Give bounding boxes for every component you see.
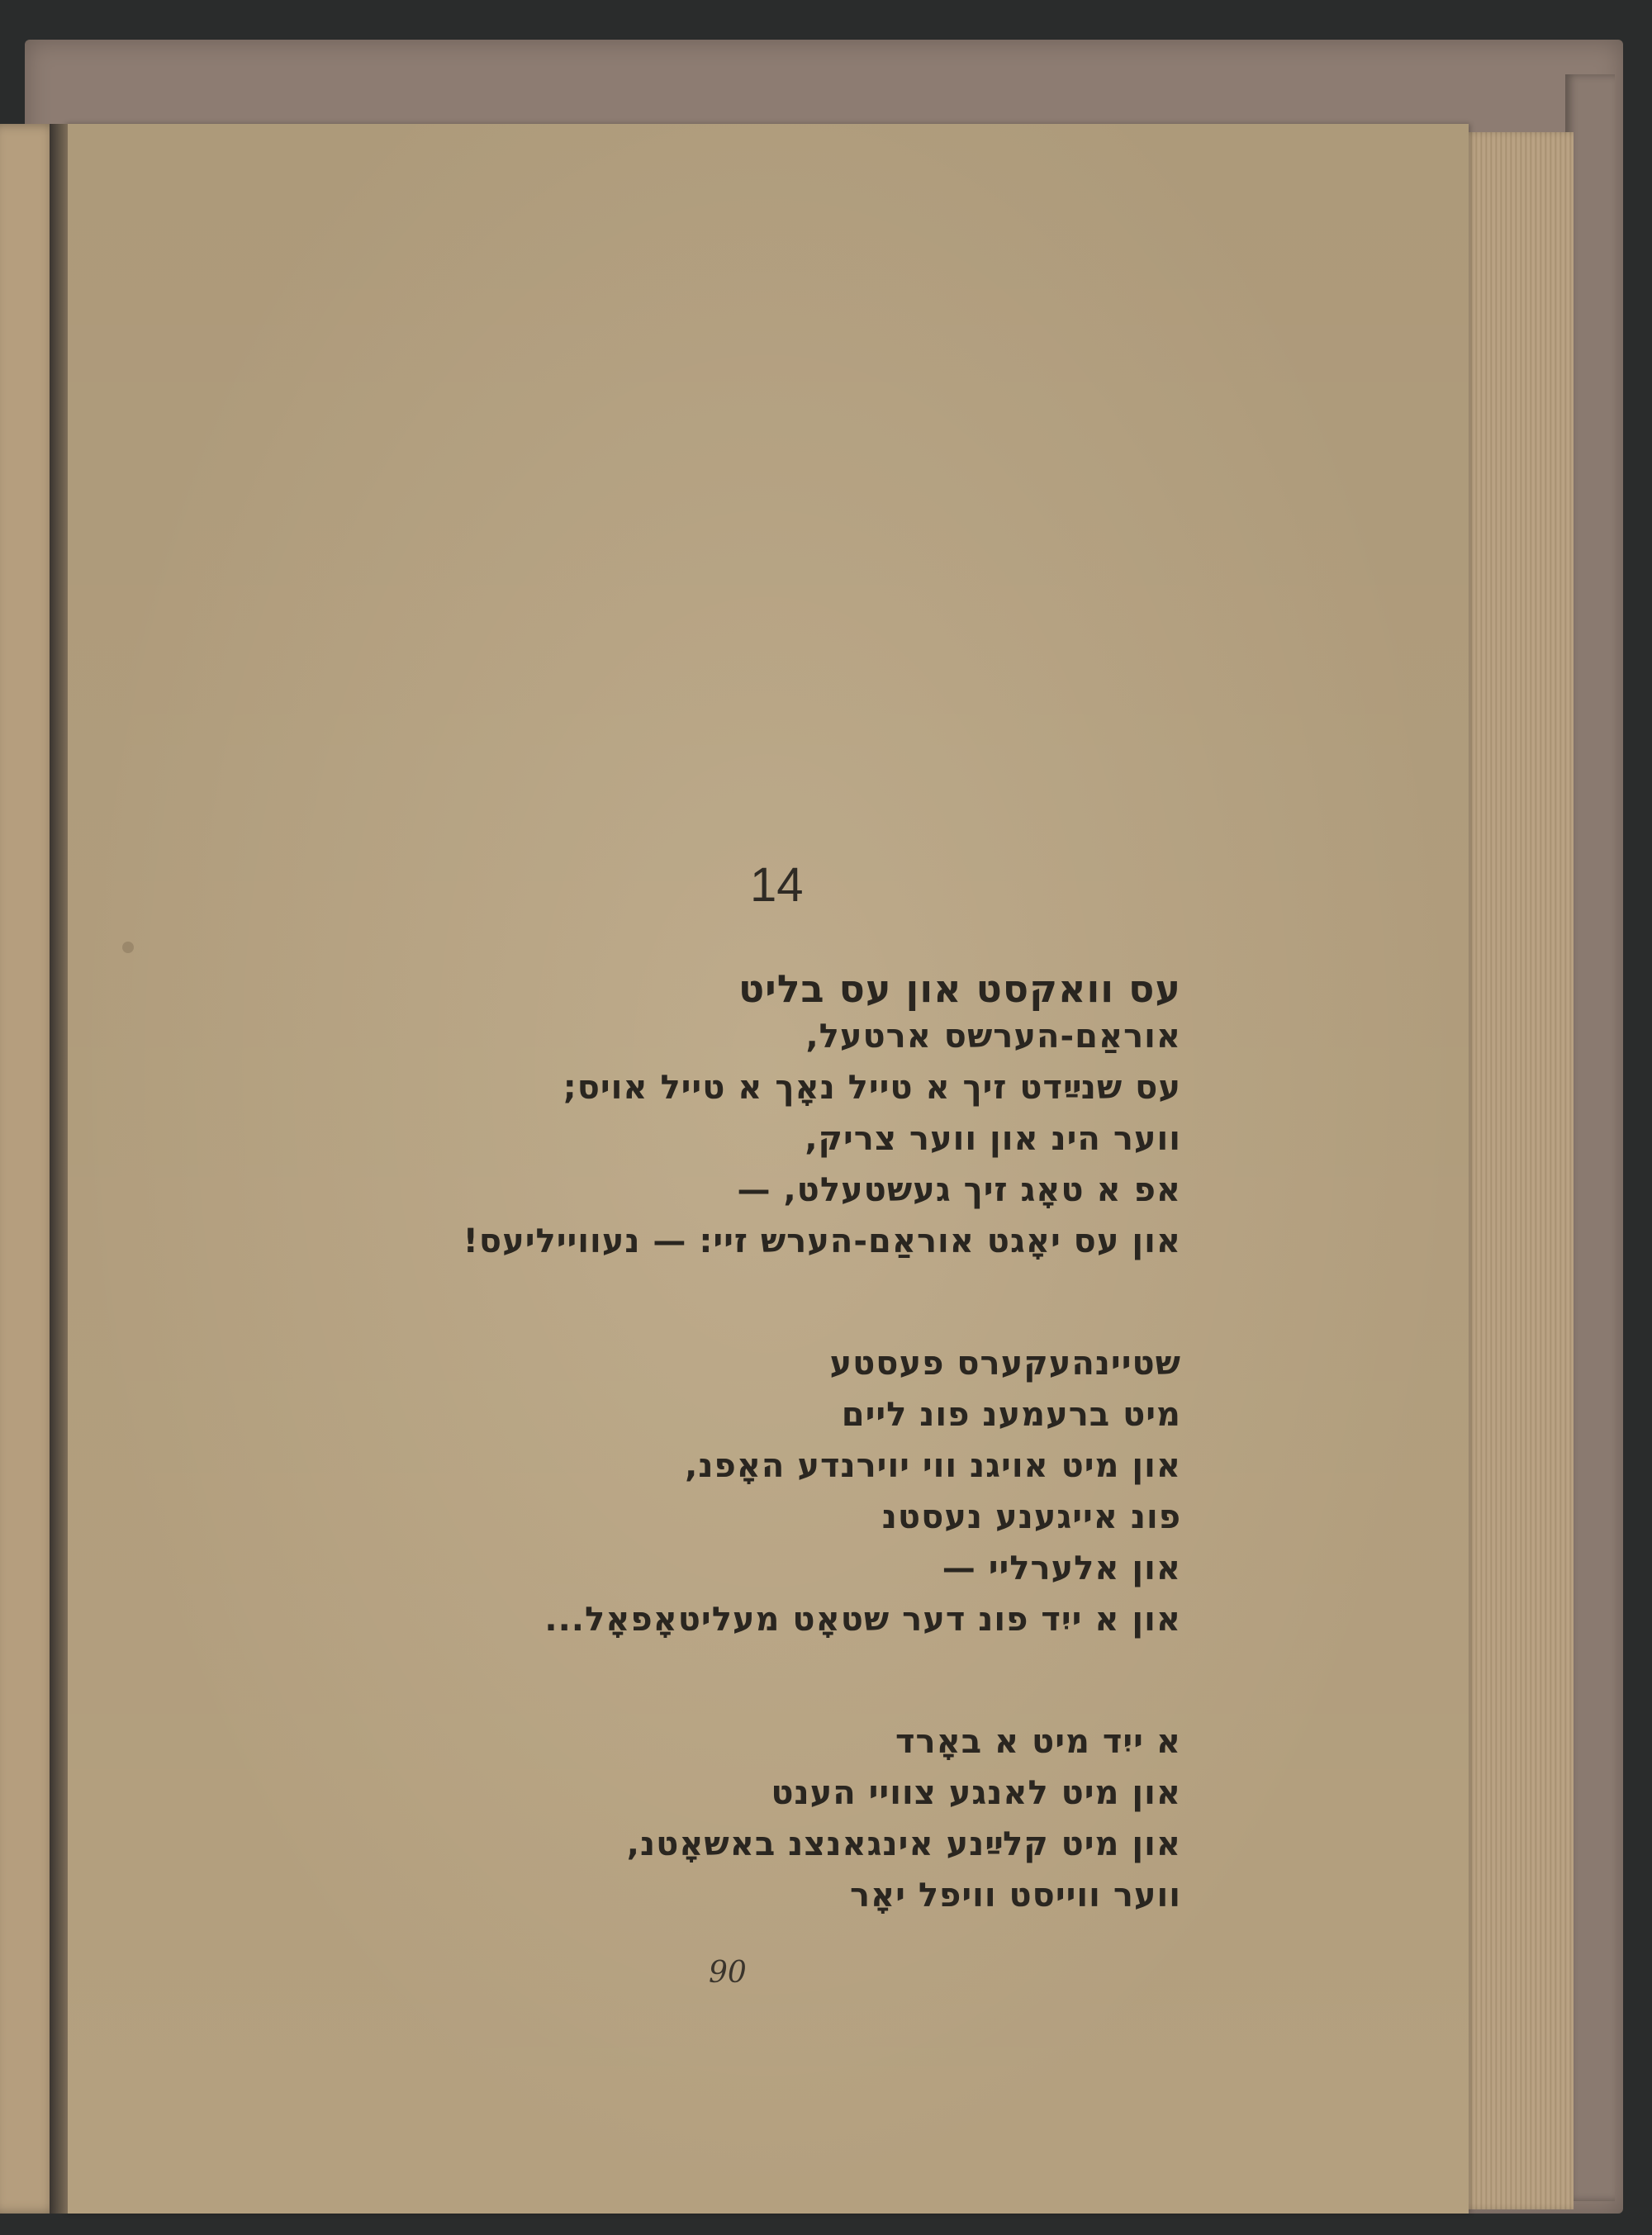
poem-line: און מיט לאנגע צוויי הענט xyxy=(771,1774,1181,1812)
poem-line: שטיינהעקערס פעסטע xyxy=(829,1345,1181,1383)
page-stack-edge xyxy=(1458,132,1574,2209)
poem-line: ווער ווייסט וויפל יאָר xyxy=(849,1877,1181,1915)
poem-line: און א ייִד פונ דער שטאָט מעליטאָפאָל... xyxy=(544,1601,1181,1639)
poem-line: עס וואקסט און עס בליט xyxy=(738,966,1181,1011)
poem-line: מיט ברעמענ פונ ליים xyxy=(841,1396,1181,1434)
poem-line: ווער הינ און ווער צריק, xyxy=(805,1120,1181,1158)
poem-line: און אלערליי — xyxy=(942,1549,1181,1587)
book-page xyxy=(64,124,1469,2214)
page-number: 90 xyxy=(709,1956,747,1990)
poem-line: און עס יאָגט אוראַם-הערש זיי: — נעווייליעס! xyxy=(463,1222,1181,1260)
poem-line: עס שנײַדט זיך א טייל נאָך א טייל אויס; xyxy=(563,1069,1181,1107)
poem-line: אוראַם-הערשס ארטעל, xyxy=(805,1018,1181,1056)
poem-line: פונ אייגענע נעסטנ xyxy=(881,1498,1181,1536)
poem-line: און מיט אויגנ ווי יוירנדע האָפנ, xyxy=(685,1447,1181,1485)
poem-line: א ייִד מיט א באָרד xyxy=(895,1723,1181,1761)
poem-line: אפ א טאָג זיך געשטעלט, — xyxy=(737,1171,1181,1209)
spine-gutter xyxy=(50,124,68,2214)
paper-spot xyxy=(122,942,134,953)
poem-number: 14 xyxy=(750,858,804,912)
poem-line: און מיט קלײַנע אינגאנצנ באשאָטנ, xyxy=(626,1825,1181,1863)
